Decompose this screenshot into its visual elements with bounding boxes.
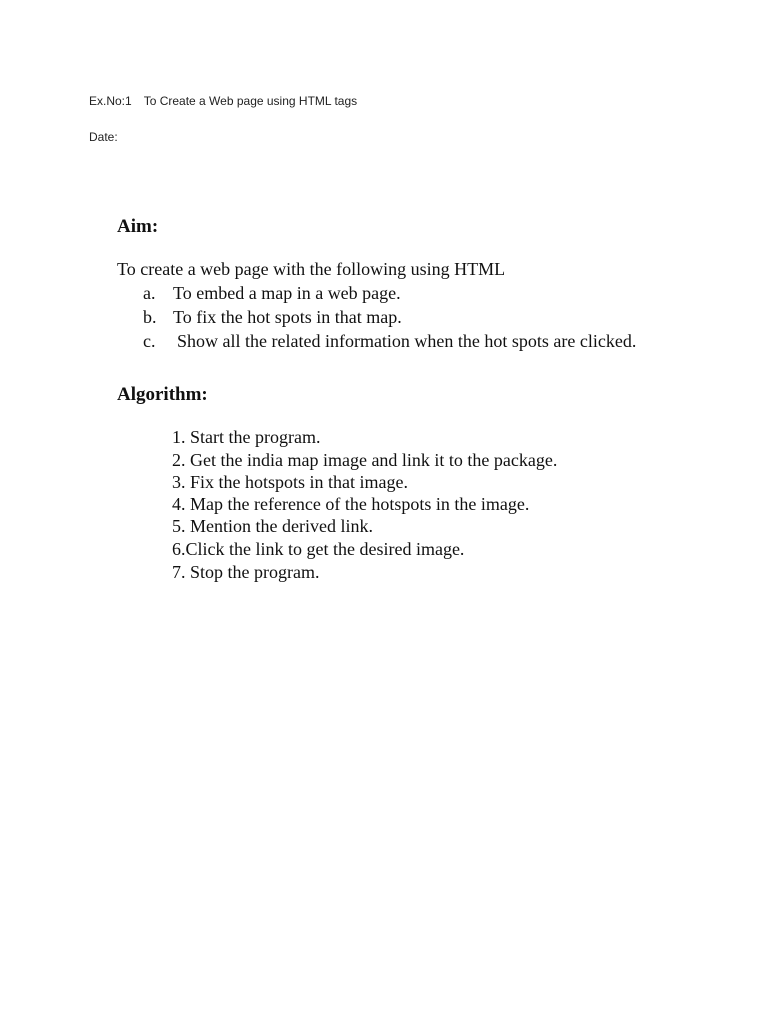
algorithm-step: 2. Get the india map image and link it to the package.	[172, 450, 558, 470]
algorithm-step: 4. Map the reference of the hotspots in the image.	[172, 494, 530, 514]
algorithm-heading: Algorithm:	[117, 384, 208, 405]
aim-list-item	[143, 331, 636, 352]
exercise-title: To Create a Web page using HTML tags	[143, 94, 358, 108]
aim-item-marker: b.	[143, 307, 157, 327]
aim-heading: Aim:	[117, 216, 159, 237]
aim-item-text: To embed a map in a web page.	[173, 283, 401, 303]
aim-list-item	[143, 307, 402, 328]
algorithm-step: 7. Stop the program.	[172, 562, 320, 582]
aim-item-marker: a.	[143, 283, 156, 303]
exercise-header	[89, 94, 357, 108]
algorithm-step: 3. Fix the hotspots in that image.	[172, 472, 408, 492]
aim-intro: To create a web page with the following using HTML	[117, 259, 506, 279]
aim-item-text: Show all the related information when the hot spots are clicked.	[177, 331, 637, 351]
exercise-number: Ex.No:1	[89, 94, 132, 108]
algorithm-step: 5. Mention the derived link.	[172, 516, 373, 536]
date-label: Date:	[89, 130, 118, 144]
aim-item-text: To fix the hot spots in that map.	[173, 307, 402, 327]
aim-list-item	[143, 283, 401, 304]
aim-item-marker: c.	[143, 331, 156, 351]
algorithm-step: 1. Start the program.	[172, 427, 321, 447]
algorithm-step: 6.Click the link to get the desired image.	[172, 539, 465, 559]
